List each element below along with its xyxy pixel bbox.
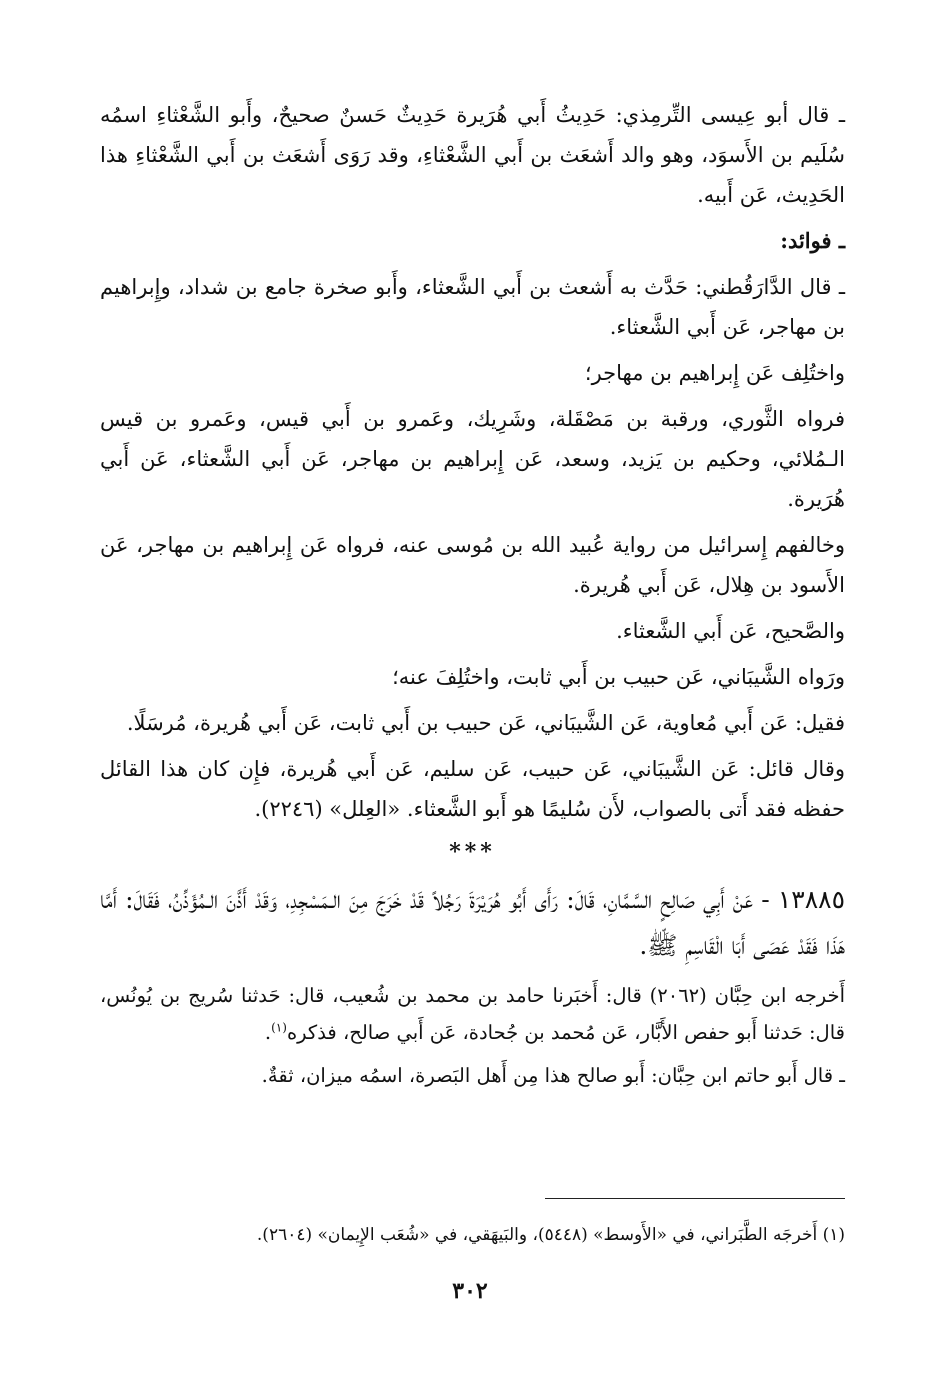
page-body [100,95,845,1100]
page-number: ٣٠٢ [452,1278,488,1304]
fawaid-heading: ـ فوائد: [780,228,845,253]
daraqutni-comment: ـ قال الدَّارَقُطني: حَدَّث به أَشعث بن أَبي الشَّعثاء، وأَبو صخرة جامع بن شداد، وإِبراهيم بن مهاجر، عَن أَبي الشَّعثاء. [100,275,845,339]
hadith-text: ١٣٨٨٥ - عَنْ أَبِي صَالِحٍ السَّمَّانِ، قَالَ: رَأَى أَبُو هُرَيْرَةَ رَجُلاً قَدْ خَرَجَ مِنَ الـمَسْجِدِ، وَقَدْ أَذَّنَ الـمُؤَذِّنُ، فَقَالَ: أَمَّا هَذَا فَقَدْ عَصَى أَبَا الْقَاسِمِ ﷺ. [100,885,845,960]
qala-qail-line: وقال قائل: عَن الشَّيبَاني، عَن حبيب، عَن سليم، عَن أَبي هُريرة، فإِن كان هذا القائل حفظه فقد أَتى بالصواب، لأَن سُليمًا هو أَبو الشَّعثاء. «العِلل» (٢٢٤٦). [100,757,845,821]
riwaya-thawri: فرواه الثَّوري، ورقبة بن مَصْقَلة، وشَرِيك، وعَمرو بن أَبي قيس، وعَمرو بن قيس الـمُلائي، وحكيم بن يَزيد، وسعد، عَن إِبراهيم بن مهاجر، عَن أَبي الشَّعثاء، عَن أَبي هُرَيرة. [100,407,845,511]
riwaya-israil: وخالفهم إِسرائيل من رواية عُبيد الله بن مُوسى عنه، فرواه عَن إِبراهيم بن مهاجر، عَن الأَسود بن هِلال، عَن أَبي هُريرة. [100,533,845,597]
footnote: (١) أَخرجَه الطَّبَراني، في «الأَوسط» (٥٤٤٨)، والبَيهَقي، في «شُعَب الإِيمان» (٢٦٠٤). [256,1225,845,1245]
section-separator: *** [449,839,496,865]
ikhtilaf-line: واختُلِف عَن إِبراهيم بن مهاجر؛ [584,361,845,385]
footnote-divider [545,1198,845,1199]
takhrij-text: أَخرجه ابن حِبَّان (٢٠٦٢) قال: أَخبَرنا حامد بن محمد بن شُعيب، قال: حَدثنا سُريج بن يُونُس، قال: حَدثنا أَبو حفص الأَبَّار، عَن مُحمد بن جُحادة، عَن أَبي صالح، فذكره [100,984,845,1044]
takhrij-paragraph [100,977,845,1051]
footnote-marker: (١) [271,1020,287,1035]
riwaya-shaybani: ورَواه الشَّيبَاني، عَن حبيب بن أَبي ثابت، واختُلِفَ عنه؛ [392,665,845,689]
takhrij-end: . [264,1021,272,1044]
tirmidhi-comment: ـ قال أبو عِيسى التِّرمِذي: حَدِيثُ أَبي هُرَيرة حَدِيثٌ حَسنٌ صحيحٌ، وأَبو الشَّعْثاءِ اسمُه سُلَيم بن الأَسوَد، وهو والد أَشعَث بن أَبي الشَّعْثاءِ، وقد رَوَى أَشعَث بن أَبي الشَّعْثاءِ هذا الحَدِيث، عَن أَبيه. [100,103,845,207]
sahih-line: والصَّحيح، عَن أَبي الشَّعثاء. [616,619,845,643]
qila-line: فقيل: عَن أَبي مُعاوية، عَن الشَّيبَاني، عَن حبيب بن أَبي ثابت، عَن أَبي هُريرة، مُرسَلًا. [126,711,845,735]
ibn-hibban-comment: ـ قال أَبو حاتم ابن حِبَّان: أَبو صالح هذا مِن أَهل البَصرة، اسمُه ميزان، ثقةٌ. [261,1064,845,1087]
